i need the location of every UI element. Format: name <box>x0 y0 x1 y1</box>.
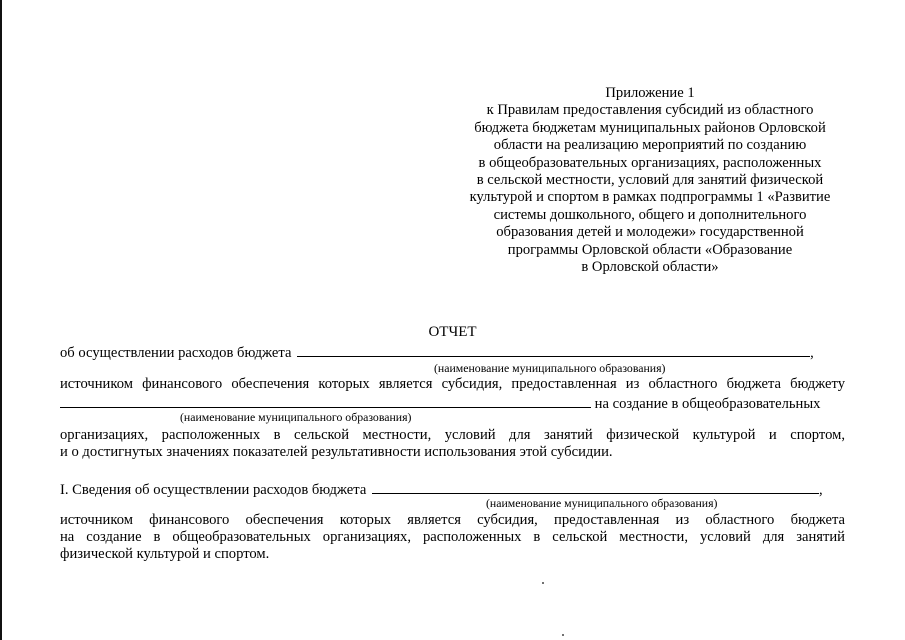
appendix-line: бюджета бюджетам муниципальных районов Орловской <box>474 119 826 136</box>
scan-edge <box>0 0 2 640</box>
field-caption: (наименование муниципального образования) <box>434 361 666 375</box>
report-line-3-suffix: на создание в общеобразовательных <box>594 396 821 412</box>
report-line-1-prefix: об осуществлении расходов бюджета <box>60 345 292 361</box>
scan-speck <box>542 582 544 584</box>
report-line-2: источником финансового обеспечения которых является субсидия, предоставленная из областного бюджета бюджету <box>60 376 845 392</box>
comma: , <box>818 482 823 498</box>
appendix-line: системы дошкольного, общего и дополнительного <box>493 206 807 223</box>
municipality-name-field[interactable] <box>297 343 810 357</box>
municipality-budget-field[interactable] <box>60 394 591 408</box>
section1-municipality-field[interactable] <box>372 480 819 494</box>
appendix-block <box>440 85 860 276</box>
appendix-line: в общеобразовательных организациях, расположенных <box>478 154 822 171</box>
report-line-1 <box>60 343 814 362</box>
appendix-line: в Орловской области» <box>581 259 719 276</box>
section1-line-2: источником финансового обеспечения которых является субсидия, предоставленная из областного бюджета <box>60 512 845 528</box>
section1-line-4: физической культурой и спортом. <box>60 546 270 562</box>
appendix-line: к Правилам предоставления субсидий из областного <box>486 102 814 119</box>
field-caption: (наименование муниципального образования) <box>486 496 718 510</box>
appendix-line: в сельской местности, условий для занятий физической <box>476 172 824 189</box>
appendix-line: программы Орловской области «Образование <box>507 241 793 258</box>
comma: , <box>810 345 814 361</box>
field-caption: (наименование муниципального образования) <box>180 410 412 424</box>
report-line-3 <box>60 394 820 413</box>
report-title: ОТЧЕТ <box>428 324 477 340</box>
section1-line-3: на создание в общеобразовательных организациях, расположенных в сельской местности, условий для занятий <box>60 529 845 545</box>
report-line-4: организациях, расположенных в сельской местности, условий для занятий физической культурой и спортом, <box>60 427 845 443</box>
report-line-5: и о достигнутых значениях показателей результативности использования этой субсидии. <box>60 444 613 460</box>
appendix-line: культурой и спортом в рамках подпрограммы 1 «Развитие <box>469 189 831 206</box>
appendix-line: образования детей и молодежи» государственной <box>496 224 804 241</box>
appendix-line: области на реализацию мероприятий по созданию <box>493 137 807 154</box>
scan-speck <box>562 634 564 636</box>
appendix-line: Приложение 1 <box>605 85 695 101</box>
section1-heading: I. Сведения об осуществлении расходов бюджета <box>60 482 367 498</box>
